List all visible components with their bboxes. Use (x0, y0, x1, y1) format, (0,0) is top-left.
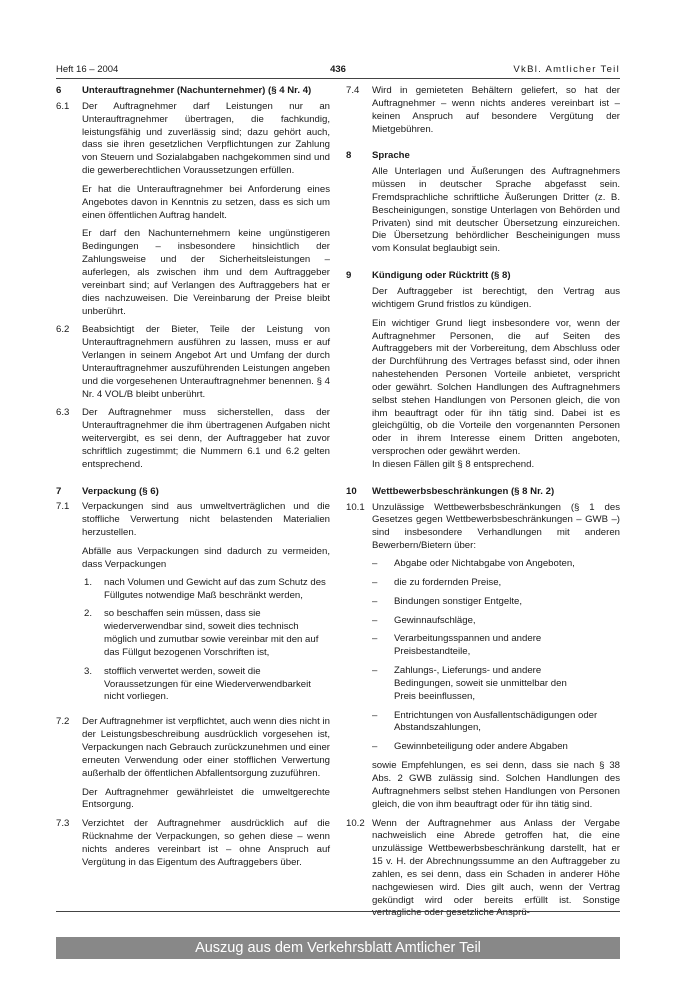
paragraph: Wenn der Auftragnehmer aus Anlass der Vergabe nachweislich eine Abrede getroffen hat, die eine unzulässige Wettbewerbsbeschränkung darstellt, hat er 15 v. H. der Abrechnungssumme an den Auftraggeber zu zahlen, es sei denn, dass ein Schaden in anderer Höhe nachgewiesen wird. Dies gilt auch, wenn der Vertrag gekündigt wird oder bereits erfüllt ist. Sonstige vertragliche oder gesetzliche Ansprü- (372, 817, 620, 919)
paragraph: sowie Empfehlungen, es sei denn, dass sie nach § 38 Abs. 2 GWB zulässig sind. Solchen Handlungen des Auftragnehmers selbst stehen Handlungen von Personen gleich, die von ihm beauftragt oder für ihn tätig sind. (372, 760, 620, 810)
list-text: stofflich verwertet werden, soweit die Voraussetzungen für eine Wiederverwendbarkeit nicht vorliegen. (104, 665, 311, 703)
list-item (372, 615, 620, 628)
section-title: Sprache (372, 150, 410, 162)
list-number: 3. (84, 665, 93, 677)
section-body (372, 166, 620, 256)
clause-number: 6.3 (56, 407, 70, 419)
header-divider (56, 78, 620, 79)
section-heading (346, 150, 620, 163)
list-text: Gewinnbeteiligung oder andere Abgaben (394, 741, 568, 753)
footer-banner: Auszug aus dem Verkehrsblatt Amtlicher Teil (56, 937, 620, 959)
paragraph: Wird in gemieteten Behältern geliefert, so hat der Auftragnehmer – wenn nichts anderes vereinbart ist – keinen Anspruch auf besondere Vergütung der Mietgebühren. (372, 85, 620, 135)
section-body (372, 286, 620, 472)
paragraph: Der Auftragnehmer muss sicherstellen, dass der Unterauftragnehmer die ihm übertragenen Aufgaben nicht weitervergibt, es sei denn, der Auftraggeber hat zuvor schriftlich zugestimmt; die Nummern 6.1 und 6.2 gelten entsprechend. (82, 407, 330, 470)
list-item (82, 666, 330, 705)
publication-label: VkBl. Amtlicher Teil (513, 64, 620, 75)
paragraph: Unzulässige Wettbewerbsbeschränkungen (§ 1 des Gesetzes gegen Wettbewerbsbeschränkungen – GWB –) sind insbesondere Verhandlungen mit anderen Bewerbern/Bietern über: (372, 501, 620, 552)
section-heading (56, 486, 330, 499)
list-item (82, 577, 330, 603)
list-text: so beschaffen sein müssen, dass sie wiederverwendbar sind, soweit dies technisch möglich und zumutbar sowie vereinbar mit den auf das Füllgut bezogenen Vorschriften ist, (104, 608, 319, 658)
list-item (372, 710, 620, 736)
clause (56, 716, 330, 812)
paragraph: Er hat die Unterauftragnehmer bei Anforderung eines Angebotes davon in Kenntnis zu setzen, dass es sich um einen öffentlichen Auftrag handelt. (82, 183, 330, 221)
clause (56, 324, 330, 401)
list-text: die zu fordernden Preise, (394, 576, 502, 588)
section-number: 9 (346, 270, 352, 282)
list-item (372, 577, 620, 590)
clause (56, 818, 330, 869)
paragraph: Verzichtet der Auftragnehmer ausdrücklich auf die Rücknahme der Verpackungen, so gehen diese – wenn nichts anderes vereinbart ist – ohne Anspruch auf Vergütung in das Eigentum des Auftraggebers über. (82, 818, 330, 868)
numbered-list (82, 577, 330, 705)
paragraph: Alle Unterlagen und Äußerungen des Auftragnehmers müssen in deutscher Sprache abgefasst sein. Fremdsprachliche schriftliche Äußerungen Dritter (z. B. Bescheinigungen, sonstige Unterlagen von Behörden und Privaten) sind mit deutscher Übersetzung einzureichen. Die Übersetzung behördlicher Bescheinigungen muss vom Konsulat beglaubigt sein. (372, 166, 620, 255)
list-text: Abgabe oder Nichtabgabe von Angeboten, (394, 558, 575, 569)
paragraph: Er darf den Nachunternehmern keine ungünstigeren Bedingungen – insbesondere hinsichtlich der Zahlungsweise und der Sicherheitsleistungen – auferlegen, als zwischen ihm und dem Auftraggeber vereinbart sind; auf Verlangen des Auftraggebers hat er dies nachzuweisen. Die Vereinbarung der Preise bleibt unberührt. (82, 228, 330, 317)
paragraph: Der Auftraggeber ist berechtigt, den Vertrag aus wichtigem Grund fristlos zu kündigen. (372, 285, 620, 310)
paragraph: Der Auftragnehmer ist verpflichtet, auch wenn dies nicht in der Leistungsbeschreibung ausdrücklich vorgesehen ist, Verpackungen nach Gebrauch zurückzunehmen und einer erneuten Verwendung oder einer stofflichen Verwertung außerhalb der öffentlichen Abfallentsorgung zuzuführen. (82, 716, 331, 779)
clause (56, 501, 330, 710)
dash-bullet: – (372, 558, 378, 569)
paragraph: In diesen Fällen gilt § 8 entsprechend. (372, 458, 535, 470)
section-number: 6 (56, 85, 62, 96)
section-heading (346, 486, 620, 499)
list-item (372, 665, 620, 704)
paragraph: Abfälle aus Verpackungen sind dadurch zu vermeiden, dass Verpackungen (82, 546, 330, 570)
clause (346, 818, 620, 921)
dash-bullet: – (372, 595, 378, 607)
paragraph: Verpackungen sind aus umweltverträglichen und die stoffliche Verwertung nicht belastenden Materialien herzustellen. (82, 501, 330, 539)
page-number: 436 (330, 64, 346, 75)
footer-divider (56, 911, 620, 912)
paragraph: Beabsichtigt der Bieter, Teile der Leistung von Unterauftragnehmern ausführen zu lassen, muss er auf Verlangen in seinem Angebot Art und Umfang der durch Unterauftragnehmer auszuführenden Leistungen angeben und die vorgesehenen Unterauftragnehmer benennen. § 4 Nr. 4 VOL/B bleibt unberührt. (82, 324, 330, 400)
section-number: 10 (346, 485, 357, 497)
clause (346, 85, 620, 136)
clause (346, 502, 620, 812)
issue-label: Heft 16 – 2004 (56, 64, 119, 75)
list-text: nach Volumen und Gewicht auf das zum Schutz des Füllgutes notwendige Maß beschränkt werden, (104, 576, 326, 601)
list-number: 2. (84, 608, 93, 620)
list-text: Bindungen sonstiger Entgelte, (394, 595, 523, 607)
clause (56, 407, 330, 471)
list-text: Gewinnaufschläge, (394, 614, 476, 626)
clause-number: 7.1 (56, 501, 70, 513)
paragraph: Der Auftragnehmer darf Leistungen nur an Unterauftragnehmer übertragen, die fachkundig, leistungsfähig und zuverlässig sind; dazu gehört auch, dass sie ihren gesetzlichen Verpflichtungen zur Zahlung von Steuern und Sozialabgaben nachgekommen sind und die gewerberechtlichen Voraussetzungen erfüllen. (82, 100, 330, 177)
list-text: Verarbeitungsspannen und andere Preisbestandteile, (394, 633, 542, 658)
section-title: Verpackung (§ 6) (82, 485, 159, 497)
clause-number: 7.4 (346, 85, 360, 96)
clause (56, 101, 330, 319)
dash-bullet: – (372, 633, 378, 645)
clause-number: 10.2 (346, 817, 365, 829)
dash-bullet: – (372, 709, 378, 721)
dash-bullet: – (372, 614, 378, 626)
list-text: Entrichtungen von Ausfallentschädigungen oder Abstandszahlungen, (394, 709, 598, 734)
section-number: 8 (346, 150, 352, 162)
list-item (372, 633, 620, 659)
dash-bullet: – (372, 576, 378, 588)
paragraph: Der Auftragnehmer gewährleistet die umweltgerechte Entsorgung. (82, 786, 330, 811)
right-column (346, 85, 620, 926)
list-item (372, 741, 620, 754)
section-number: 7 (56, 485, 62, 497)
list-item (82, 608, 330, 659)
clause-number: 10.1 (346, 501, 365, 513)
clause-number: 7.3 (56, 818, 70, 830)
section-title: Kündigung oder Rücktritt (§ 8) (372, 270, 511, 282)
dash-bullet: – (372, 741, 378, 753)
left-column (56, 85, 330, 876)
list-item (372, 596, 620, 609)
section-title: Wettbewerbsbeschränkungen (§ 8 Nr. 2) (372, 485, 555, 497)
clause-number: 6.2 (56, 324, 70, 336)
paragraph: Ein wichtiger Grund liegt insbesondere vor, wenn der Auftragnehmer Personen, die auf Seiten des Auftraggebers mit der Vorbereitung, dem Abschluss oder der Durchführung des Vertrages befasst sind, oder ihnen nahestehenden Personen Vorteile anbietet, verspricht oder gewährt. Solchen Handlungen des Auftragnehmers selbst stehen Handlungen von Personen gleich, die von ihm beauftragt oder für ihn tätig sind. Dabei ist es gleichgültig, ob die Vorteile den vorgenannten Personen oder in ihrem Interesse einem Dritten angeboten, versprochen oder gewährt werden. (372, 317, 620, 458)
list-number: 1. (84, 576, 93, 588)
dash-bullet: – (372, 665, 378, 677)
clause-number: 7.2 (56, 716, 70, 728)
page-header (56, 64, 620, 78)
list-item (372, 558, 620, 571)
section-title: Unterauftragnehmer (Nachunternehmer) (§ 4 Nr. 4) (82, 85, 312, 96)
clause-number: 6.1 (56, 100, 70, 112)
section-heading (346, 270, 620, 283)
list-text: Zahlungs-, Lieferungs- und andere Bedingungen, soweit sie unmittelbar den Preis beeinflussen, (394, 665, 567, 702)
dash-list (372, 558, 620, 754)
section-heading (56, 85, 330, 98)
